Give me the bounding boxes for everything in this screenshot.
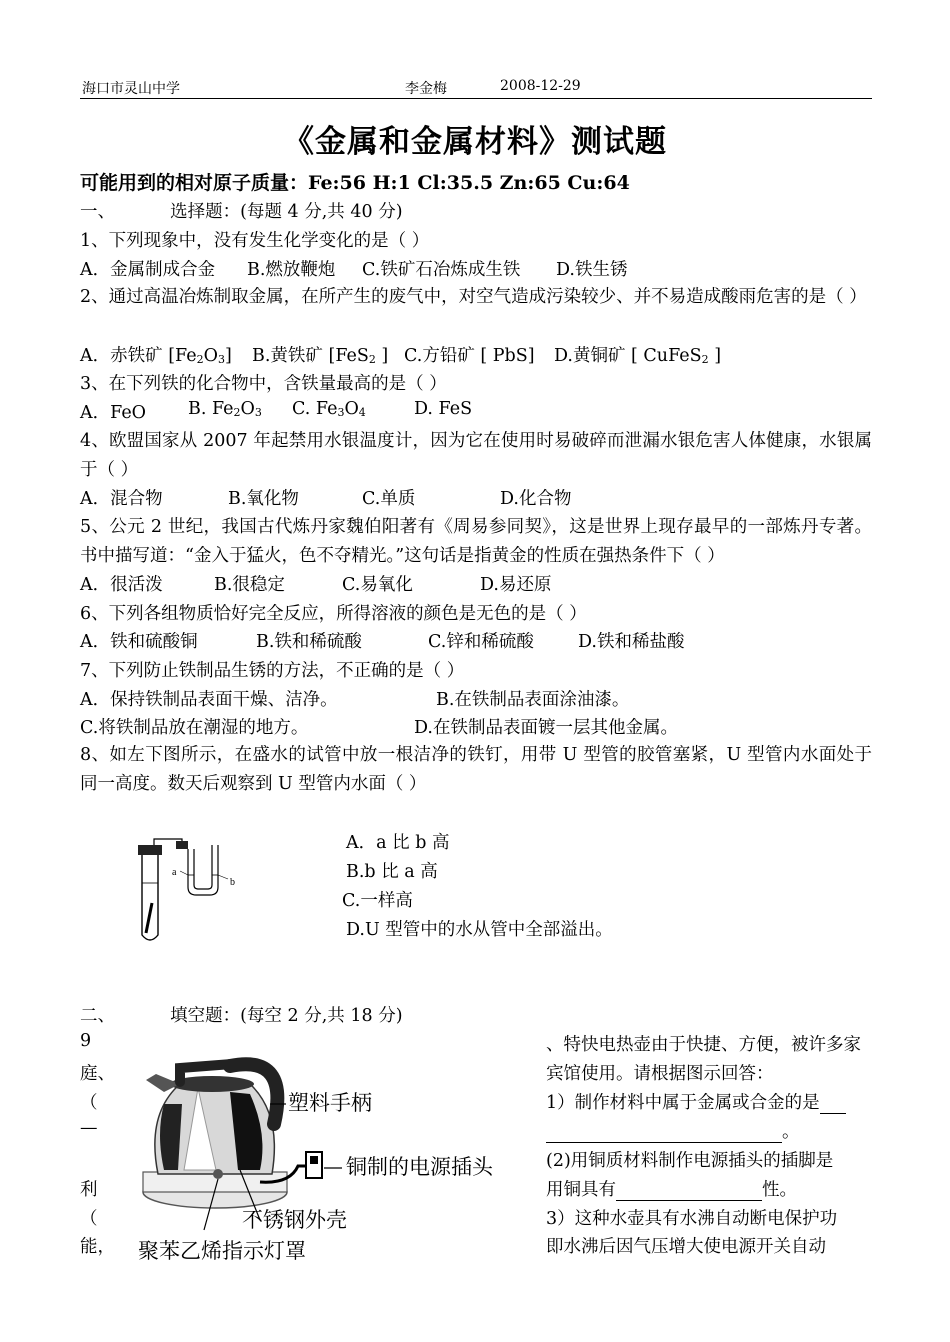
- header-date: 2008-12-29: [500, 78, 581, 94]
- q8-option-a: A．a 比 b 高: [346, 833, 450, 853]
- q2-option-a: [80, 342, 232, 367]
- q9-q1-period: 。: [782, 1122, 800, 1142]
- section-2-heading: [80, 1002, 403, 1027]
- q9-q2-blank[interactable]: [616, 1180, 762, 1201]
- q2-b-text2: ]: [375, 346, 389, 366]
- atomic-masses: 可能用到的相对原子质量：Fe:56 H:1 Cl:35.5 Zn:65 Cu:64: [80, 172, 630, 194]
- label-shell: 不锈钢外壳: [242, 1208, 347, 1232]
- q9-q1-blank-a[interactable]: [820, 1093, 846, 1114]
- q6-option-c: C.锌和稀硫酸: [428, 632, 534, 652]
- q9-right-3: [546, 1089, 846, 1114]
- q9-q1-blank-b[interactable]: [546, 1122, 782, 1143]
- school-name: 海口市灵山中学: [82, 81, 180, 97]
- q7-option-a: A．保持铁制品表面干燥、洁净。: [80, 690, 338, 710]
- q9-q2-suffix: 性。: [762, 1180, 797, 1200]
- q8-option-c: C.一样高: [342, 891, 413, 911]
- section-2-number: 二、: [80, 1006, 115, 1026]
- q1-option-a: A．金属制成合金: [80, 260, 216, 280]
- q3-b-text: B. Fe: [188, 399, 234, 419]
- test-tube-u-tube-figure: [130, 835, 250, 947]
- q2-option-d: [554, 342, 721, 367]
- q9-left-5: 利: [80, 1180, 98, 1200]
- q3-c-text2: O: [344, 399, 359, 419]
- q9-left-7: 能，: [80, 1237, 115, 1257]
- q9-right-1: 、特快电热壶由于快捷、方便，被许多家: [546, 1035, 861, 1055]
- q2-stem: 2、通过高温冶炼制取金属，在所产生的废气中，对空气造成污染较少、并不易造成酸雨危害的是（ ）: [80, 287, 867, 307]
- q4-stem: 4、欧盟国家从 2007 年起禁用水银温度计，因为它在使用时易破碎而泄漏水银危害人体健康，水银属于（ ）: [80, 431, 872, 480]
- q8-option-b: B.b 比 a 高: [346, 862, 438, 882]
- q8-stem: 8、如左下图所示，在盛水的试管中放一根洁净的铁钉，用带 U 型管的胶管塞紧，U 型管内水面处于同一高度。数天后观察到 U 型管内水面（ ）: [80, 745, 872, 794]
- q6-option-d: D.铁和稀盐酸: [578, 632, 685, 652]
- section-1-title: 选择题：(每题 4 分,共 40 分): [170, 202, 403, 222]
- q3-option-b: [188, 399, 262, 419]
- section-1-number: 一、: [80, 202, 115, 222]
- q5-option-c: C.易氧化: [342, 575, 413, 595]
- q5-option-d: D.易还原: [480, 575, 552, 595]
- page-title: 《金属和金属材料》测试题: [283, 124, 667, 160]
- q3-b-sub: 2: [233, 406, 241, 419]
- q9-q2-text: 用铜具有: [546, 1180, 616, 1200]
- section-2-title: 填空题：(每空 2 分,共 18 分): [170, 1006, 403, 1026]
- label-lamp: 聚苯乙烯指示灯罩: [138, 1239, 306, 1263]
- page-header: [80, 78, 872, 99]
- q4-option-d: D.化合物: [500, 489, 572, 509]
- label-plug: 铜制的电源插头: [346, 1155, 493, 1179]
- q3-c-sub: 3: [337, 406, 345, 419]
- q4-option-a: A．混合物: [80, 489, 163, 509]
- q3-b-sub2: 3: [254, 406, 262, 419]
- label-b: b: [230, 877, 235, 888]
- q3-c-sub2: 4: [358, 406, 366, 419]
- q3-option-a: A．FeO: [80, 403, 147, 423]
- q7-option-b: B.在铁制品表面涂油漆。: [436, 690, 630, 710]
- q2-a-sub: 2: [196, 353, 204, 366]
- q5-option-b: B.很稳定: [214, 575, 285, 595]
- q2-a-text: A．赤铁矿 [Fe: [80, 346, 197, 366]
- q9-left-2: 庭、: [80, 1064, 115, 1084]
- q2-d-text2: ]: [708, 346, 722, 366]
- q2-a-text2: O: [203, 346, 218, 366]
- q1-option-d: D.铁生锈: [556, 260, 628, 280]
- q6-option-a: A．铁和硫酸铜: [80, 632, 198, 652]
- q9-right-7: 3）这种水壶具有水沸自动断电保护功: [546, 1209, 838, 1229]
- q6-option-b: B.铁和稀硫酸: [256, 632, 362, 652]
- q7-stem: 7、下列防止铁制品生锈的方法，不正确的是（ ）: [80, 661, 465, 681]
- q8-option-d: D.U 型管中的水从管中全部溢出。: [346, 920, 613, 940]
- q9-right-6: [546, 1176, 797, 1201]
- q2-b-text: B.黄铁矿 [FeS: [252, 346, 369, 366]
- q9-right-2: 宾馆使用。请根据图示回答：: [546, 1064, 774, 1084]
- label-handle: 塑料手柄: [288, 1091, 372, 1115]
- q1-option-b: B.燃放鞭炮: [247, 260, 336, 280]
- q2-option-c: C.方铅矿 [ PbS]: [404, 346, 535, 366]
- q9-right-8: 即水沸后因气压增大使电源开关自动: [546, 1237, 826, 1257]
- q5-stem: 5、公元 2 世纪，我国古代炼丹家魏伯阳著有《周易参同契》，这是世界上现存最早的一部炼丹专著。书中描写道：“金入于猛火，色不夺精光。”这句话是指黄金的性质在强热条件下（ ）: [80, 517, 872, 566]
- q5-option-a: A．很活泼: [80, 575, 163, 595]
- q3-option-d: D. FeS: [414, 399, 473, 419]
- q4-option-c: C.单质: [362, 489, 416, 509]
- q2-d-text: D.黄铜矿 [ CuFeS: [554, 346, 702, 366]
- q2-b-sub: 2: [368, 353, 376, 366]
- q3-b-text2: O: [240, 399, 255, 419]
- q6-stem: 6、下列各组物质恰好完全反应，所得溶液的颜色是无色的是（ ）: [80, 604, 587, 624]
- q7-option-c: C.将铁制品放在潮湿的地方。: [80, 718, 309, 738]
- electric-kettle-figure: [120, 1044, 530, 1266]
- q3-option-c: [292, 399, 366, 419]
- q7-option-d: D.在铁制品表面镀一层其他金属。: [414, 718, 678, 738]
- q4-option-b: B.氧化物: [228, 489, 299, 509]
- q9-left-4: —: [80, 1118, 98, 1138]
- q2-a-sub2: 3: [217, 353, 225, 366]
- q2-d-sub: 2: [701, 353, 709, 366]
- author-name: 李金梅: [405, 81, 447, 97]
- q9-left-1: 9: [80, 1031, 92, 1051]
- q1-option-c: C.铁矿石冶炼成生铁: [362, 260, 521, 280]
- q3-stem: 3、在下列铁的化合物中，含铁量最高的是（ ）: [80, 374, 447, 394]
- q3-c-text: C. Fe: [292, 399, 338, 419]
- q9-right-5: (2)用铜质材料制作电源插头的插脚是: [546, 1151, 834, 1171]
- q9-left-3: （: [80, 1093, 98, 1113]
- section-1-heading: [80, 198, 403, 223]
- q9-left-6: （: [80, 1209, 98, 1229]
- q9-q1-text: 1）制作材料中属于金属或合金的是: [546, 1093, 820, 1113]
- label-a: a: [172, 867, 177, 878]
- q1-stem: 1、下列现象中，没有发生化学变化的是（ ）: [80, 231, 430, 251]
- q2-a-text3: ]: [224, 346, 232, 366]
- q2-option-b: [252, 342, 388, 367]
- q9-right-4: [546, 1118, 800, 1143]
